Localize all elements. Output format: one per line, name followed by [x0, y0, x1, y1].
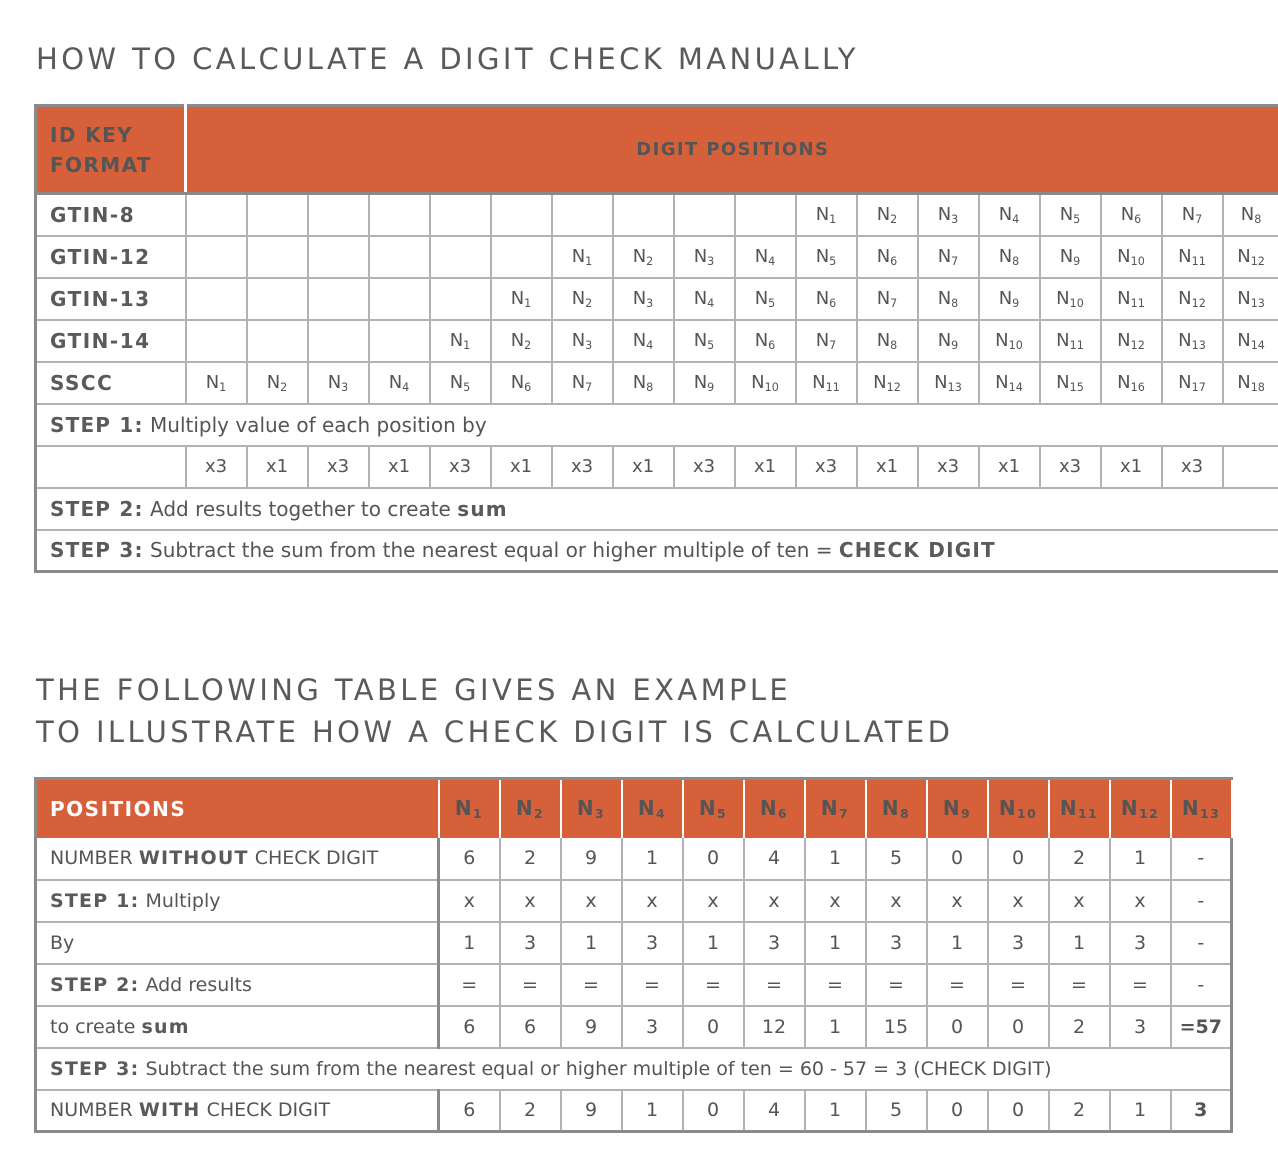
format-row-sscc — [36, 362, 1278, 404]
value-cell: 1 — [1110, 838, 1171, 880]
format-label: GTIN-8 — [36, 194, 186, 236]
multiplier-label-cell — [36, 446, 186, 488]
position-cell: $N_3$ — [552, 320, 613, 362]
position-cell: $N_{13}$ — [1162, 320, 1223, 362]
value-cell: 6 — [439, 838, 500, 880]
position-header: $N_3$ — [561, 779, 622, 838]
value-cell: x — [1110, 880, 1171, 922]
value-cell: 0 — [927, 838, 988, 880]
value-cell: - — [1171, 880, 1232, 922]
position-cell — [186, 236, 247, 278]
value-cell: = — [683, 964, 744, 1006]
value-cell: 2 — [1049, 838, 1110, 880]
value-cell: 1 — [561, 922, 622, 964]
position-cell: $N_{10}$ — [979, 320, 1040, 362]
value-cell: x — [927, 880, 988, 922]
value-cell: 1 — [683, 922, 744, 964]
position-header: $N_7$ — [805, 779, 866, 838]
position-cell: $N_1$ — [552, 236, 613, 278]
position-cell: $N_1$ — [430, 320, 491, 362]
value-cell: x — [805, 880, 866, 922]
format-label: GTIN-14 — [36, 320, 186, 362]
value-cell: 1 — [805, 838, 866, 880]
value-cell: 1 — [622, 1090, 683, 1132]
position-cell: $N_6$ — [735, 320, 796, 362]
position-cell: $N_{10}$ — [735, 362, 796, 404]
position-cell — [735, 194, 796, 236]
row-label: to create sum — [36, 1006, 439, 1048]
value-cell: 3 — [1110, 1006, 1171, 1048]
position-cell: $N_{17}$ — [1162, 362, 1223, 404]
position-cell — [430, 278, 491, 320]
position-cell: $N_{12}$ — [1101, 320, 1162, 362]
row-label: STEP 1: Multiply — [36, 880, 439, 922]
position-cell: $N_3$ — [918, 194, 979, 236]
section2-title-line2: TO ILLUSTRATE HOW A CHECK DIGIT IS CALCULATED — [36, 715, 954, 749]
value-cell: = — [1049, 964, 1110, 1006]
position-cell: $N_6$ — [491, 362, 552, 404]
position-cell: $N_7$ — [552, 362, 613, 404]
example-step3-row: STEP 3: Subtract the sum from the nearest equal or higher multiple of ten = 60 - 57 = 3 (CHECK DIGIT) — [36, 1048, 1232, 1090]
position-header: $N_{13}$ — [1171, 779, 1232, 838]
position-cell: $N_5$ — [1040, 194, 1101, 236]
value-cell: 5 — [866, 838, 927, 880]
position-cell: $N_2$ — [613, 236, 674, 278]
position-header: $N_8$ — [866, 779, 927, 838]
position-cell: $N_8$ — [1223, 194, 1278, 236]
position-cell — [186, 278, 247, 320]
value-cell: =57 — [1171, 1006, 1232, 1048]
position-cell: $N_{13}$ — [1223, 278, 1278, 320]
value-cell: x — [988, 880, 1049, 922]
step1-row: STEP 1: Multiply value of each position by — [36, 404, 1278, 446]
position-header: $N_{10}$ — [988, 779, 1049, 838]
value-cell: = — [500, 964, 561, 1006]
position-cell: $N_5$ — [674, 320, 735, 362]
format-label: SSCC — [36, 362, 186, 404]
position-cell: $N_8$ — [918, 278, 979, 320]
position-cell: $N_5$ — [430, 362, 491, 404]
position-cell: $N_9$ — [1040, 236, 1101, 278]
value-cell: 0 — [927, 1006, 988, 1048]
position-cell: $N_7$ — [796, 320, 857, 362]
multiplier-cell — [1223, 446, 1278, 488]
position-cell: $N_{15}$ — [1040, 362, 1101, 404]
position-cell — [491, 194, 552, 236]
multiplier-cell: x3 — [918, 446, 979, 488]
position-cell: $N_{11}$ — [1040, 320, 1101, 362]
value-cell: 6 — [439, 1090, 500, 1132]
position-cell: $N_8$ — [979, 236, 1040, 278]
position-header: $N_2$ — [500, 779, 561, 838]
position-cell: $N_8$ — [613, 362, 674, 404]
value-cell: 4 — [744, 1090, 805, 1132]
position-cell — [308, 236, 369, 278]
example-row — [36, 880, 1232, 922]
position-cell: $N_7$ — [857, 278, 918, 320]
position-cell: $N_{11}$ — [1101, 278, 1162, 320]
position-cell — [430, 236, 491, 278]
multiplier-cell: x1 — [247, 446, 308, 488]
position-cell: $N_2$ — [552, 278, 613, 320]
value-cell: 0 — [988, 1006, 1049, 1048]
position-cell: $N_1$ — [491, 278, 552, 320]
multiplier-cell: x3 — [186, 446, 247, 488]
value-cell: 9 — [561, 1006, 622, 1048]
position-cell: $N_3$ — [308, 362, 369, 404]
position-cell — [491, 236, 552, 278]
value-cell: 6 — [500, 1006, 561, 1048]
position-cell: $N_6$ — [796, 278, 857, 320]
step2-row: STEP 2: Add results together to create sum — [36, 488, 1278, 530]
value-cell: 3 — [1171, 1090, 1232, 1132]
multiplier-cell: x3 — [674, 446, 735, 488]
value-cell: x — [439, 880, 500, 922]
value-cell: 0 — [988, 838, 1049, 880]
section2-title — [36, 669, 953, 753]
position-cell: $N_{14}$ — [1223, 320, 1278, 362]
position-cell — [247, 194, 308, 236]
format-row-gtin-8 — [36, 194, 1278, 236]
multiplier-cell: x3 — [1040, 446, 1101, 488]
position-cell: $N_8$ — [857, 320, 918, 362]
value-cell: 0 — [683, 1006, 744, 1048]
position-header: $N_1$ — [439, 779, 500, 838]
value-cell: = — [439, 964, 500, 1006]
value-cell: = — [561, 964, 622, 1006]
value-cell: x — [1049, 880, 1110, 922]
multiplier-cell: x3 — [796, 446, 857, 488]
position-cell: $N_2$ — [491, 320, 552, 362]
step3-row: STEP 3: Subtract the sum from the nearest equal or higher multiple of ten = CHECK DIGIT — [36, 530, 1278, 572]
position-cell: $N_9$ — [674, 362, 735, 404]
section1-title: HOW TO CALCULATE A DIGIT CHECK MANUALLY — [36, 42, 859, 76]
position-cell: $N_{12}$ — [857, 362, 918, 404]
value-cell: x — [683, 880, 744, 922]
multiplier-cell: x3 — [430, 446, 491, 488]
position-header: $N_{11}$ — [1049, 779, 1110, 838]
value-cell: 0 — [988, 1090, 1049, 1132]
example-row — [36, 1006, 1232, 1048]
value-cell: 3 — [622, 922, 683, 964]
row-label: NUMBER WITHOUT CHECK DIGIT — [36, 838, 439, 880]
position-cell — [674, 194, 735, 236]
format-label: GTIN-12 — [36, 236, 186, 278]
value-cell: 2 — [500, 838, 561, 880]
row-label: By — [36, 922, 439, 964]
position-cell: $N_2$ — [857, 194, 918, 236]
value-cell: 12 — [744, 1006, 805, 1048]
row-label: NUMBER WITH CHECK DIGIT — [36, 1090, 439, 1132]
position-cell: $N_{13}$ — [918, 362, 979, 404]
position-cell: $N_{12}$ — [1223, 236, 1278, 278]
id-key-format-header: ID KEY FORMAT — [36, 106, 186, 194]
value-cell: = — [988, 964, 1049, 1006]
value-cell: 3 — [622, 1006, 683, 1048]
position-cell: $N_1$ — [186, 362, 247, 404]
value-cell: x — [866, 880, 927, 922]
value-cell: 2 — [500, 1090, 561, 1132]
value-cell: 9 — [561, 1090, 622, 1132]
value-cell: - — [1171, 964, 1232, 1006]
format-row-gtin-14 — [36, 320, 1278, 362]
position-cell — [613, 194, 674, 236]
format-row-gtin-13 — [36, 278, 1278, 320]
section2-title-line1: THE FOLLOWING TABLE GIVES AN EXAMPLE — [36, 673, 792, 707]
example-calculation-table — [34, 777, 1233, 1133]
multiplier-cell: x1 — [979, 446, 1040, 488]
value-cell: x — [744, 880, 805, 922]
position-cell: $N_{18}$ — [1223, 362, 1278, 404]
value-cell: 1 — [1110, 1090, 1171, 1132]
value-cell: 15 — [866, 1006, 927, 1048]
position-cell: $N_2$ — [247, 362, 308, 404]
position-cell: $N_9$ — [979, 278, 1040, 320]
position-cell: $N_1$ — [796, 194, 857, 236]
number-with-check-digit-row — [36, 1090, 1232, 1132]
position-header: $N_6$ — [744, 779, 805, 838]
multiplier-cell: x1 — [491, 446, 552, 488]
position-cell: $N_3$ — [613, 278, 674, 320]
value-cell: - — [1171, 838, 1232, 880]
position-cell — [369, 236, 430, 278]
position-cell: $N_4$ — [369, 362, 430, 404]
position-cell: $N_6$ — [1101, 194, 1162, 236]
value-cell: 2 — [1049, 1090, 1110, 1132]
position-cell: $N_7$ — [918, 236, 979, 278]
multiplier-cell: x1 — [369, 446, 430, 488]
position-cell: $N_6$ — [857, 236, 918, 278]
multiplier-cell: x1 — [1101, 446, 1162, 488]
position-cell — [552, 194, 613, 236]
multiplier-cell: x1 — [613, 446, 674, 488]
value-cell: 1 — [927, 922, 988, 964]
position-cell — [247, 236, 308, 278]
position-cell — [186, 194, 247, 236]
value-cell: 0 — [683, 838, 744, 880]
position-header: $N_{12}$ — [1110, 779, 1171, 838]
format-row-gtin-12 — [36, 236, 1278, 278]
position-cell: $N_{14}$ — [979, 362, 1040, 404]
position-cell — [308, 278, 369, 320]
value-cell: 3 — [988, 922, 1049, 964]
value-cell: 3 — [1110, 922, 1171, 964]
position-header: $N_5$ — [683, 779, 744, 838]
value-cell: x — [561, 880, 622, 922]
position-cell — [308, 320, 369, 362]
row-label: STEP 2: Add results — [36, 964, 439, 1006]
digit-positions-header: DIGIT POSITIONS — [186, 106, 1278, 194]
position-cell — [369, 320, 430, 362]
example-row — [36, 838, 1232, 880]
format-label: GTIN-13 — [36, 278, 186, 320]
position-cell: $N_5$ — [796, 236, 857, 278]
value-cell: = — [866, 964, 927, 1006]
position-cell: $N_9$ — [918, 320, 979, 362]
example-row — [36, 922, 1232, 964]
multiplier-cell: x3 — [308, 446, 369, 488]
position-cell: $N_4$ — [979, 194, 1040, 236]
position-cell: $N_{12}$ — [1162, 278, 1223, 320]
multiplier-cell: x3 — [1162, 446, 1223, 488]
multiplier-cell: x3 — [552, 446, 613, 488]
value-cell: = — [744, 964, 805, 1006]
value-cell: = — [805, 964, 866, 1006]
position-cell: $N_4$ — [735, 236, 796, 278]
value-cell: = — [622, 964, 683, 1006]
value-cell: 0 — [683, 1090, 744, 1132]
value-cell: 3 — [744, 922, 805, 964]
position-cell: $N_{16}$ — [1101, 362, 1162, 404]
value-cell: 3 — [866, 922, 927, 964]
position-cell — [369, 194, 430, 236]
position-cell: $N_4$ — [674, 278, 735, 320]
position-header: $N_4$ — [622, 779, 683, 838]
position-cell — [247, 278, 308, 320]
value-cell: 6 — [439, 1006, 500, 1048]
position-cell: $N_{10}$ — [1040, 278, 1101, 320]
example-row — [36, 964, 1232, 1006]
position-cell — [247, 320, 308, 362]
digit-position-table — [34, 104, 1278, 573]
value-cell: = — [1110, 964, 1171, 1006]
position-cell: $N_7$ — [1162, 194, 1223, 236]
value-cell: 5 — [866, 1090, 927, 1132]
value-cell: 4 — [744, 838, 805, 880]
value-cell: 3 — [500, 922, 561, 964]
value-cell: 1 — [1049, 922, 1110, 964]
position-cell — [186, 320, 247, 362]
multiplier-cell: x1 — [857, 446, 918, 488]
value-cell: x — [622, 880, 683, 922]
value-cell: 0 — [927, 1090, 988, 1132]
value-cell: 1 — [439, 922, 500, 964]
value-cell: 2 — [1049, 1006, 1110, 1048]
position-cell — [308, 194, 369, 236]
value-cell: = — [927, 964, 988, 1006]
position-cell: $N_3$ — [674, 236, 735, 278]
value-cell: 9 — [561, 838, 622, 880]
multiplier-cell: x1 — [735, 446, 796, 488]
value-cell: - — [1171, 922, 1232, 964]
value-cell: 1 — [805, 922, 866, 964]
position-cell: $N_{10}$ — [1101, 236, 1162, 278]
value-cell: 1 — [805, 1090, 866, 1132]
position-cell — [369, 278, 430, 320]
positions-header-label: POSITIONS — [36, 779, 439, 838]
position-cell: $N_4$ — [613, 320, 674, 362]
value-cell: 1 — [805, 1006, 866, 1048]
position-cell: $N_{11}$ — [796, 362, 857, 404]
position-cell: $N_{11}$ — [1162, 236, 1223, 278]
position-cell: $N_5$ — [735, 278, 796, 320]
value-cell: x — [500, 880, 561, 922]
position-cell — [430, 194, 491, 236]
position-header: $N_9$ — [927, 779, 988, 838]
value-cell: 1 — [622, 838, 683, 880]
